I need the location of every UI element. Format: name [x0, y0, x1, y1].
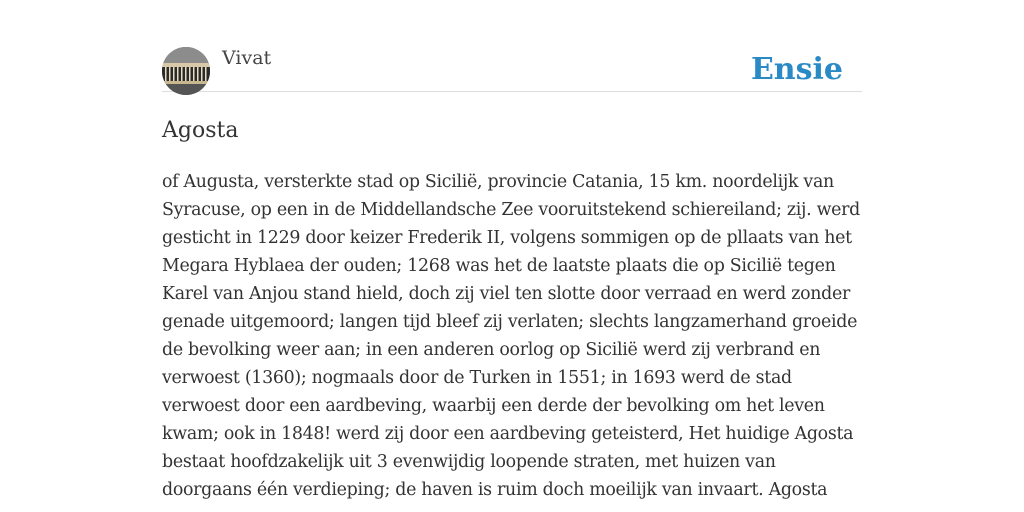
brand-logo[interactable]: Ensie — [750, 52, 843, 87]
article-title: Agosta — [162, 118, 239, 143]
article-body: of Augusta, versterkte stad op Sicilië, provincie Catania, 15 km. noordelijk van Syracuse, op een in de Middellandsche Zee vooruitstekend schiereiland; zij. werd gesticht in 1229 door keizer Frederik II, volgens sommigen op de pllaats van het Megara Hyblaea der ouden; 1268 was het de laatste plaats die op Sicilië tegen Karel van Anjou stand hield, doch zij viel ten slotte door verraad en werd zonder genade uitgemoord; langen tijd bleef zij verlaten; slechts langzamerhand groeide de bevolking weer aan; in een anderen oorlog op Sicilië werd zij verbrand en verwoest (1360); nogmaals door de Turken in 1551; in 1693 werd de stad verwoest door een aardbeving, waarbij een derde der bevolking om het leven kwam; ook in 1848! werd zij door een aardbeving geteisterd, Het huidige Agosta bestaat hoofdzakelijk uit 3 evenwijdig loopende straten, met huizen van doorgaans één verdieping; de haven is ruim doch moeilijk van invaart. Agosta — [162, 172, 861, 500]
source-name[interactable]: Vivat — [222, 47, 272, 69]
header — [162, 46, 862, 92]
book-spines-icon — [162, 47, 210, 95]
source-avatar[interactable] — [162, 47, 210, 95]
